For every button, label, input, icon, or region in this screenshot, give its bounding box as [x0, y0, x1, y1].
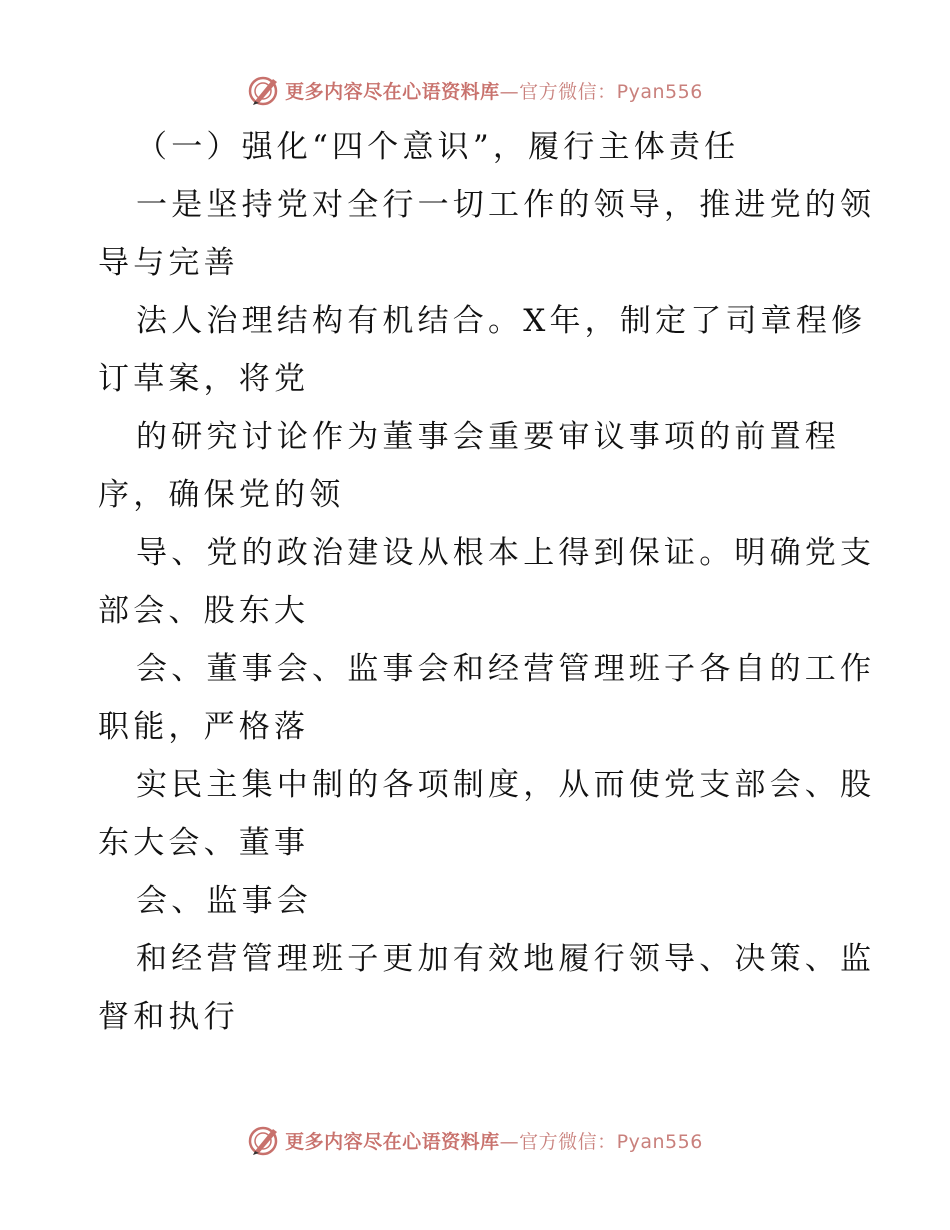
- footer-watermark: [0, 1122, 950, 1158]
- text-line: 部会、股东大: [98, 593, 310, 629]
- watermark-text: 更多内容尽在心语资料库—官方微信：Pyan556: [285, 80, 703, 103]
- pen-circle-logo-icon: [247, 1123, 281, 1157]
- text-line: 法人治理结构有机结合。X年，制定了司章程修: [136, 303, 867, 339]
- text-line: 和经营管理班子更加有效地履行领导、决策、监: [136, 941, 876, 977]
- text-line: 订草案，将党: [98, 361, 310, 397]
- text-line: 实民主集中制的各项制度，从而使党支部会、股: [136, 767, 876, 803]
- section-heading: （一）强化“四个意识”，履行主体责任: [136, 129, 740, 165]
- text-line: 东大会、董事: [98, 825, 310, 861]
- text-line: 督和执行: [98, 999, 239, 1035]
- document-body: [98, 118, 876, 1046]
- text-line: 会、监事会: [136, 883, 312, 919]
- text-line: 一是坚持党对全行一切工作的领导，推进党的领: [136, 187, 876, 223]
- text-line: 导、党的政治建设从根本上得到保证。明确党支: [136, 535, 876, 571]
- text-line: 会、董事会、监事会和经营管理班子各自的工作: [136, 651, 876, 687]
- text-line: 职能，严格落: [98, 709, 310, 745]
- text-line: 序，确保党的领: [98, 477, 345, 513]
- watermark-text: 更多内容尽在心语资料库—官方微信：Pyan556: [285, 1130, 703, 1153]
- text-line: 导与完善: [98, 245, 239, 281]
- pen-circle-logo-icon: [247, 73, 281, 107]
- header-watermark: [0, 72, 950, 108]
- text-line: 的研究讨论作为董事会重要审议事项的前置程: [136, 419, 840, 455]
